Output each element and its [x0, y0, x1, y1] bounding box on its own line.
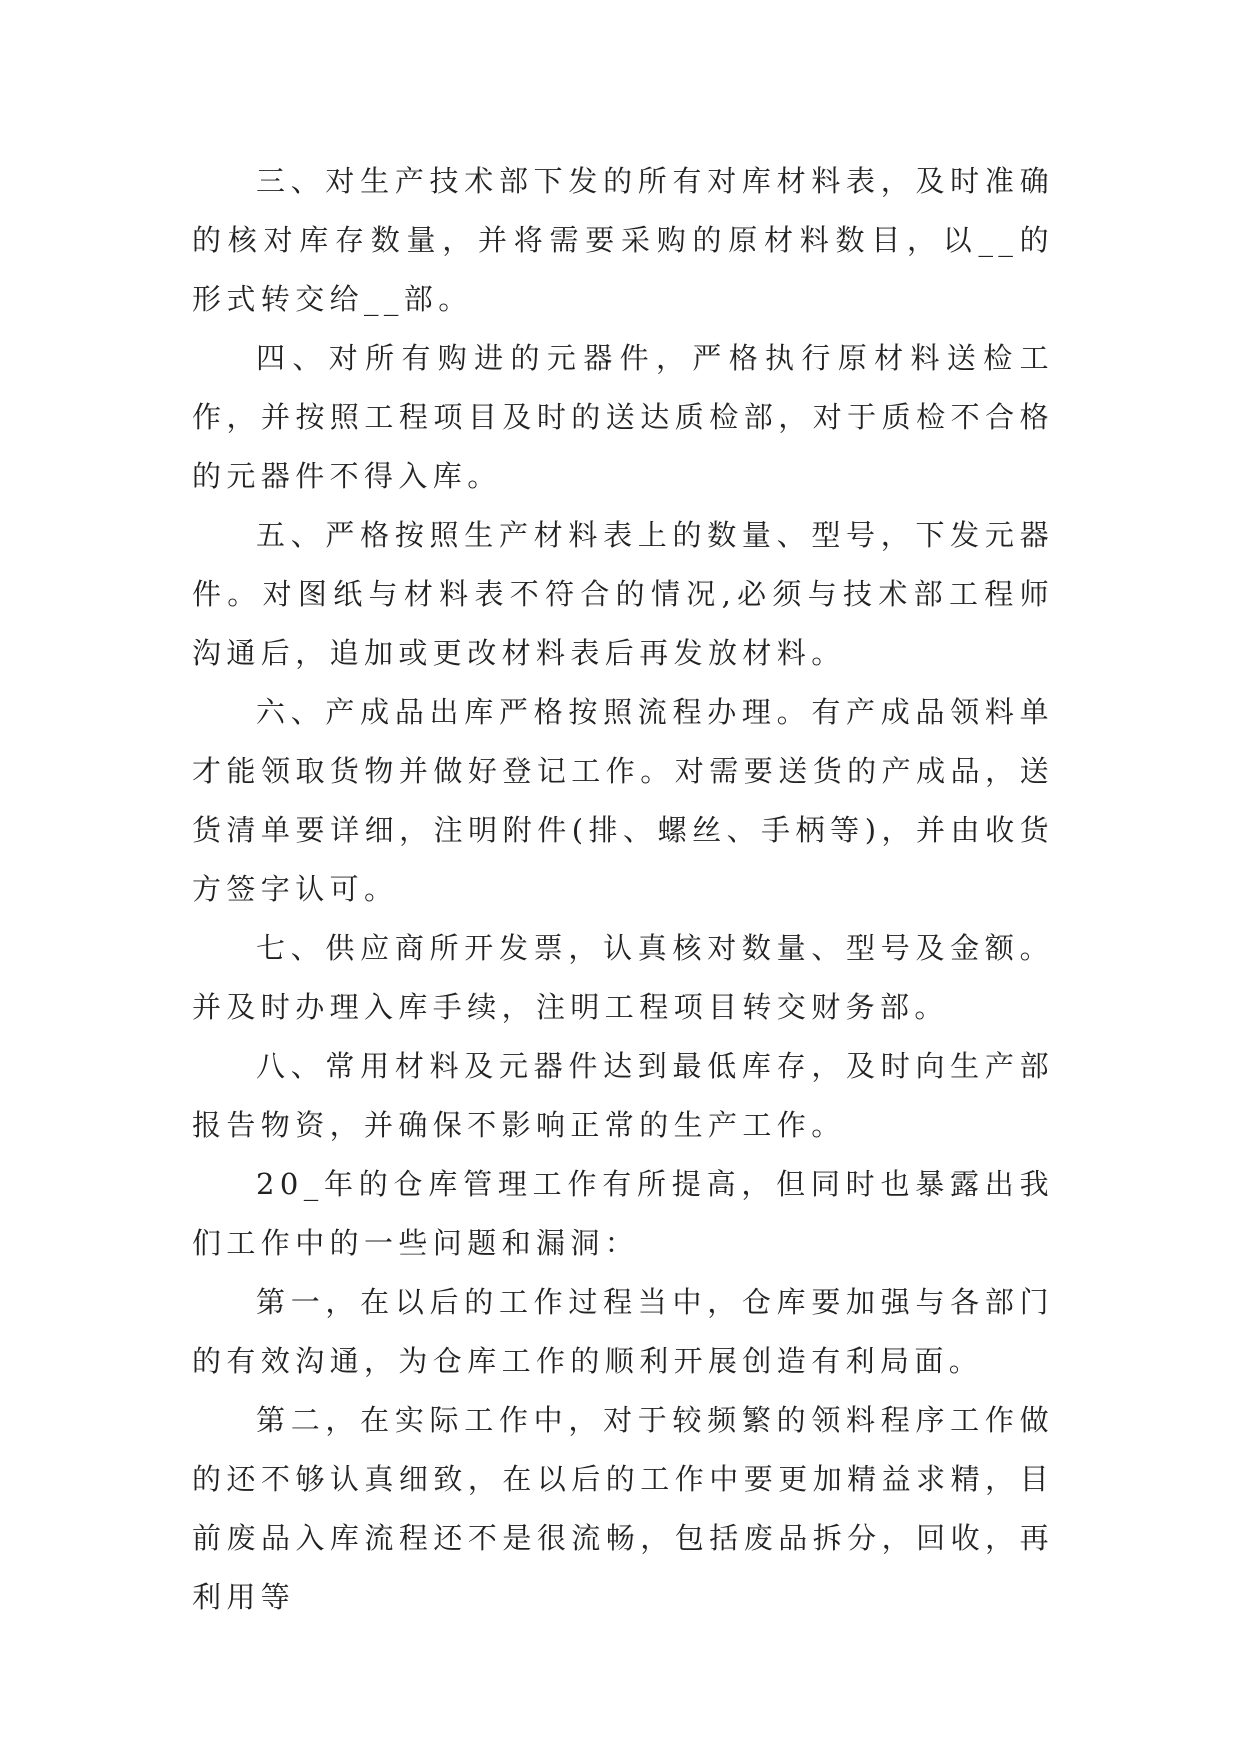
paragraph-item-6: 六、产成品出库严格按照流程办理。有产成品领料单才能领取货物并做好登记工作。对需要送货的产成品，送货清单要详细，注明附件(排、螺丝、手柄等)，并由收货方签字认可。	[192, 695, 1054, 906]
paragraph-item-4: 四、对所有购进的元器件，严格执行原材料送检工作，并按照工程项目及时的送达质检部，对于质检不合格的元器件不得入库。	[192, 341, 1054, 493]
paragraph-item-8: 八、常用材料及元器件达到最低库存，及时向生产部报告物资，并确保不影响正常的生产工作。	[192, 1049, 1054, 1142]
paragraph-issue-2: 第二，在实际工作中，对于较频繁的领料程序工作做的还不够认真细致，在以后的工作中要更加精益求精，目前废品入库流程还不是很流畅，包括废品拆分，回收，再利用等	[192, 1403, 1054, 1614]
document-body	[192, 152, 1054, 1627]
paragraph-item-3: 三、对生产技术部下发的所有对库材料表，及时准确的核对库存数量，并将需要采购的原材料数目，以__的形式转交给__部。	[192, 164, 1054, 316]
paragraph-item-7: 七、供应商所开发票，认真核对数量、型号及金额。并及时办理入库手续，注明工程项目转交财务部。	[192, 931, 1054, 1024]
paragraph-issue-1: 第一，在以后的工作过程当中，仓库要加强与各部门的有效沟通，为仓库工作的顺利开展创造有利局面。	[192, 1285, 1054, 1378]
paragraph-item-5: 五、严格按照生产材料表上的数量、型号，下发元器件。对图纸与材料表不符合的情况,必须与技术部工程师沟通后，追加或更改材料表后再发放材料。	[192, 518, 1054, 670]
paragraph-summary: 20_年的仓库管理工作有所提高，但同时也暴露出我们工作中的一些问题和漏洞：	[192, 1167, 1054, 1260]
